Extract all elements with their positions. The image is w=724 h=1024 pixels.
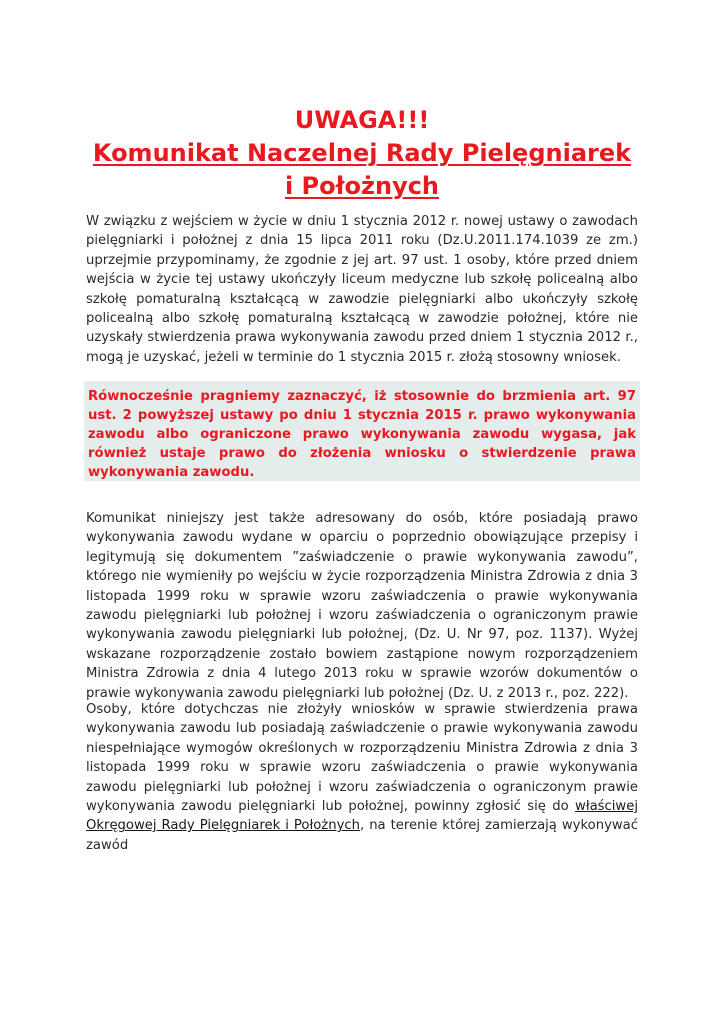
paragraph-intro: W związku z wejściem w życie w dniu 1 stycznia 2012 r. nowej ustawy o zawodach pielęgniarki i położnej z dnia 15 lipca 2011 roku (Dz.U.2011.174.1039 ze zm.) uprzejmie przypominamy, że zgodnie z jej art. 97 ust. 1 osoby, które przed dniem wejścia w życie tej ustawy ukończyły liceum medyczne lub szkołę policealną albo szkołę pomaturalną kształcącą w zawodzie pielęgniarki albo ukończyły szkołę policealną albo szkołę pomaturalną kształcącą w zawodzie położnej, które nie uzyskały stwierdzenia prawa wykonywania zawodu przed dniem 1 stycznia 2012 r., mogą je uzyskać, jeżeli w terminie do 1 stycznia 2015 r. złożą stosowny wniosek. (86, 214, 638, 365)
paragraph-addressees: Komunikat niniejszy jest także adresowany do osób, które posiadają prawo wykonywania zawodu wydane w oparciu o poprzednio obowiązujące przepisy i legitymują się dokumentem ”zaświadczenie o prawie wykonywania zawodu”, którego nie wymieniły po wejściu w życie rozporządzenia Ministra Zdrowia z dnia 3 listopada 1999 roku w sprawie wzoru zaświadczenia o prawie wykonywania zawodu pielęgniarki lub położnej i wzoru zaświadczenia o ograniczonym prawie wykonywania zawodu pielęgniarki lub położnej, (Dz. U. Nr 97, poz. 1137). Wyżej wskazane rozporządzenie zostało bowiem zastąpione nowym rozporządzeniem Ministra Zdrowia z dnia 4 lutego 2013 roku w sprawie wzorów dokumentów o prawie wykonywania zawodu pielęgniarki lub położnej (Dz. U. z 2013 r., poz. 222). (86, 511, 638, 701)
paragraph-instructions-text: Osoby, które dotychczas nie złożyły wniosków w sprawie stwierdzenia prawa wykonywania zawodu lub posiadają zaświadczenie o prawie wykonywania zawodu niespełniające wymogów określonych w rozporządzeniu Ministra Zdrowia z dnia 3 listopada 1999 roku w sprawie wzoru zaświadczenia o prawie wykonywania zawodu pielęgniarki lub położnej i wzoru zaświadczenia o ograniczonym prawie wykonywania zawodu pielęgniarki lub położnej, powinny zgłosić się do (86, 702, 638, 815)
highlight-text: Równocześnie pragniemy zaznaczyć, iż stosownie do brzmienia art. 97 ust. 2 powyższej ustawy po dniu 1 stycznia 2015 r. prawo wykonywania zawodu albo ograniczone prawo wykonywania zawodu wygasa, jak również ustaje prawo do złożenia wniosku o stwierdzenie prawa wykonywania zawodu. (88, 389, 636, 480)
paragraph-instructions-tail: , na terenie której zamierzają wykonywać zawód (86, 818, 638, 853)
title-main: Komunikat Naczelnej Rady Pielęgniarek (92, 139, 632, 167)
title-main-continued: i Położnych (284, 172, 440, 200)
title-alert: UWAGA!!! (294, 106, 430, 134)
council-link[interactable]: właściwej Okręgowej Rady Pielęgniarek i Położnych (86, 799, 638, 834)
paragraph-instructions (86, 700, 638, 855)
document-title (60, 104, 664, 203)
highlight-box (84, 381, 640, 481)
